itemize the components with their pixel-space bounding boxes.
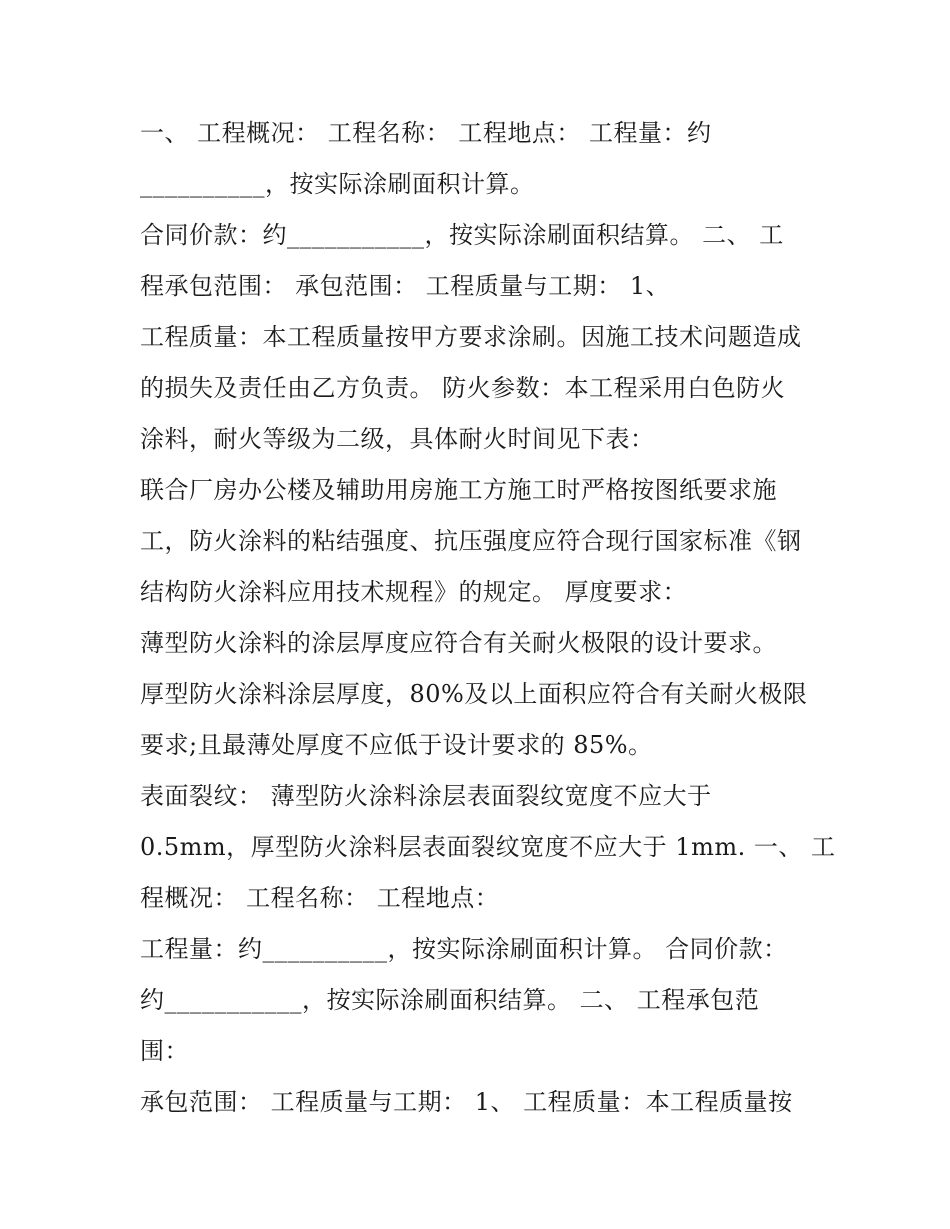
text-line: 一、 工程概况： 工程名称： 工程地点： 工程量：约 [140, 119, 712, 147]
text-line: 工程量：约__________，按实际涂刷面积计算。 合同价款： [140, 935, 788, 963]
text-line: 工，防火涂料的粘结强度、抗压强度应符合现行国家标准《钢 [140, 527, 802, 555]
text-line: 表面裂纹： 薄型防火涂料涂层表面裂纹宽度不应大于 [140, 782, 712, 810]
text-line: 围： [140, 1037, 189, 1065]
text-line: 薄型防火涂料的涂层厚度应符合有关耐火极限的设计要求。 [140, 629, 777, 657]
text-line: 要求;且最薄处厚度不应低于设计要求的 85%。 [140, 731, 653, 759]
text-line: 的损失及责任由乙方负责。 防火参数：本工程采用白色防火 [140, 374, 786, 402]
text-line: 约___________，按实际涂刷面积结算。 二、 工程承包范 [140, 986, 760, 1014]
text-line: 合同价款：约___________，按实际涂刷面积结算。 二、 工 [140, 221, 784, 249]
text-line: 厚型防火涂料涂层厚度，80%及以上面积应符合有关耐火极限 [140, 680, 808, 708]
text-line: 工程质量：本工程质量按甲方要求涂刷。因施工技术问题造成 [140, 323, 802, 351]
text-line: 涂料，耐火等级为二级，具体耐火时间见下表： [140, 425, 655, 453]
text-line: 联合厂房办公楼及辅助用房施工方施工时严格按图纸要求施 [140, 476, 777, 504]
text-line: __________，按实际涂刷面积计算。 [140, 170, 535, 198]
document-body [140, 108, 836, 1128]
text-line: 程承包范围： 承包范围： 工程质量与工期： 1、 [140, 272, 671, 300]
text-line: 程概况： 工程名称： 工程地点： [140, 884, 500, 912]
text-line: 结构防火涂料应用技术规程》的规定。 厚度要求： [140, 578, 688, 606]
text-line: 0.5mm，厚型防火涂料层表面裂纹宽度不应大于 1mm. 一、 工 [140, 833, 836, 861]
text-line: 承包范围： 工程质量与工期： 1、 工程质量：本工程质量按 [140, 1088, 793, 1116]
